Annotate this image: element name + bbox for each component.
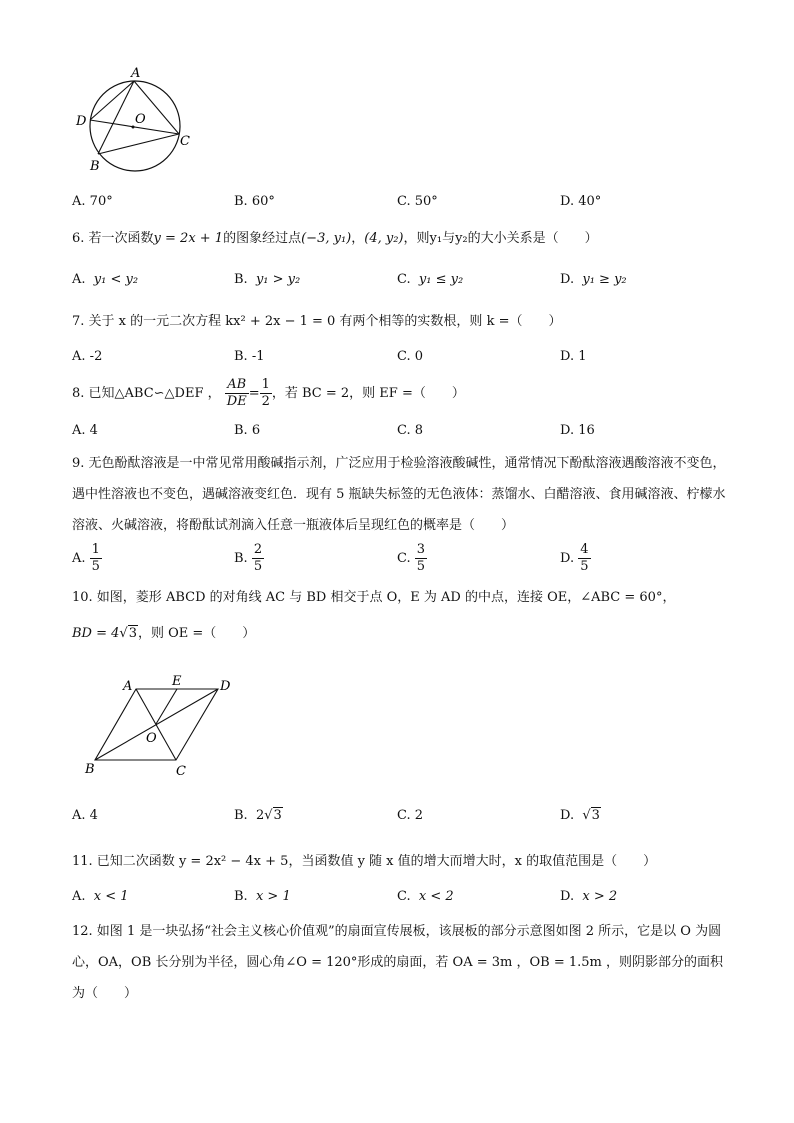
question-7: 7. 关于 x 的一元二次方程 kx² + 2x − 1 = 0 有两个相等的实数根，则 k =（ ） (72, 314, 562, 329)
q7-option-d[interactable]: D. 1 (560, 349, 587, 364)
label-d: D (220, 679, 231, 694)
question-10-line-2: BD = 4√3，则 OE =（ ） (72, 626, 256, 641)
question-6: 6. 若一次函数y = 2x + 1的图象经过点(−3, y₁)，(4, y₂)，则y₁与y₂的大小关系是（ ） (72, 231, 598, 246)
question-11: 11. 已知二次函数 y = 2x² − 4x + 5，当函数值 y 随 x 值的增大而增大时，x 的取值范围是（ ） (72, 854, 657, 869)
q5-option-b[interactable]: B. 60° (234, 194, 275, 209)
q5-option-d[interactable]: D. 40° (560, 194, 602, 209)
q11-option-d[interactable]: D. x > 2 (560, 889, 618, 904)
q11-option-a[interactable]: A. x < 1 (72, 889, 129, 904)
label-d: D (76, 114, 87, 129)
q6-option-b[interactable]: B. y₁ > y₂ (234, 272, 301, 287)
segment-bc (98, 134, 179, 154)
q11-option-b[interactable]: B. x > 1 (234, 889, 291, 904)
label-o: O (135, 112, 146, 127)
q10-option-a[interactable]: A. 4 (72, 808, 98, 823)
q10-option-b[interactable]: B. 2√3 (234, 808, 282, 823)
q8-option-d[interactable]: D. 16 (560, 423, 595, 438)
question-12: 12. 如图 1 是一块弘扬“社会主义核心价值观”的扇面宣传展板，该展板的部分示意图如图 2 所示，它是以 O 为圆心，OA，OB 长分别为半径，圆心角∠O = 120°形成的扇面，若 OA = 3m ，OB = 1.5m ，则阴影部分的面积为（ ） (72, 924, 723, 1001)
q9-option-b[interactable]: B. $\frac{2}{5}$ (234, 542, 263, 574)
diagonal-bd (95, 689, 218, 760)
circle-figure (72, 60, 202, 180)
label-a: A (123, 679, 133, 694)
label-a: A (131, 66, 141, 81)
q6-option-c[interactable]: C. y₁ ≤ y₂ (397, 272, 464, 287)
label-c: C (176, 764, 186, 779)
question-8: 8. 已知△ABC∽△DEF ， $\frac{AB}{DE}$ = $\frac{1}{2}$ ，若 BC = 2，则 EF =（ ） (72, 377, 465, 409)
q9-option-d[interactable]: D. $\frac{4}{5}$ (560, 542, 589, 574)
q9-option-a[interactable]: A. $\frac{1}{5}$ (72, 542, 100, 574)
q11-option-c[interactable]: C. x < 2 (397, 889, 454, 904)
q8-option-b[interactable]: B. 6 (234, 423, 261, 438)
q9-option-c[interactable]: C. $\frac{3}{5}$ (397, 542, 426, 574)
q10-option-c[interactable]: C. 2 (397, 808, 424, 823)
q7-option-a[interactable]: A. -2 (72, 349, 103, 364)
fraction-half: $\frac{1}{2}$ (261, 377, 270, 409)
rhombus-figure (80, 672, 240, 782)
segment-ab (98, 81, 134, 154)
q8-option-a[interactable]: A. 4 (72, 423, 98, 438)
label-b: B (85, 762, 95, 777)
fraction-ab-de: $\frac{AB}{DE}$ (226, 377, 247, 409)
q5-option-a[interactable]: A. 70° (72, 194, 113, 209)
q10-option-d[interactable]: D. √3 (560, 808, 600, 823)
q8-option-c[interactable]: C. 8 (397, 423, 424, 438)
label-c: C (180, 134, 190, 149)
label-b: B (90, 159, 100, 174)
question-10-line-1: 10. 如图，菱形 ABCD 的对角线 AC 与 BD 相交于点 O，E 为 AD 的中点，连接 OE，∠ABC = 60°， (72, 590, 676, 605)
label-e: E (172, 674, 182, 689)
label-o: O (146, 731, 157, 746)
q5-option-c[interactable]: C. 50° (397, 194, 438, 209)
q6-option-d[interactable]: D. y₁ ≥ y₂ (560, 272, 627, 287)
question-9: 9. 无色酚酞溶液是一中常见常用酸碱指示剂，广泛应用于检验溶液酸碱性，通常情况下酚酞溶液遇酸溶液不变色，遇中性溶液也不变色，遇碱溶液变红色．现有 5 瓶缺失标签的无色液体：蒸馏水、白醋溶液、食用碱溶液、柠檬水溶液、火碱溶液，将酚酞试剂滴入任意一瓶液体后呈现红色的概率是（ ） (72, 456, 726, 533)
q7-option-c[interactable]: C. 0 (397, 349, 424, 364)
q6-option-a[interactable]: A. y₁ < y₂ (72, 272, 139, 287)
q7-option-b[interactable]: B. -1 (234, 349, 265, 364)
